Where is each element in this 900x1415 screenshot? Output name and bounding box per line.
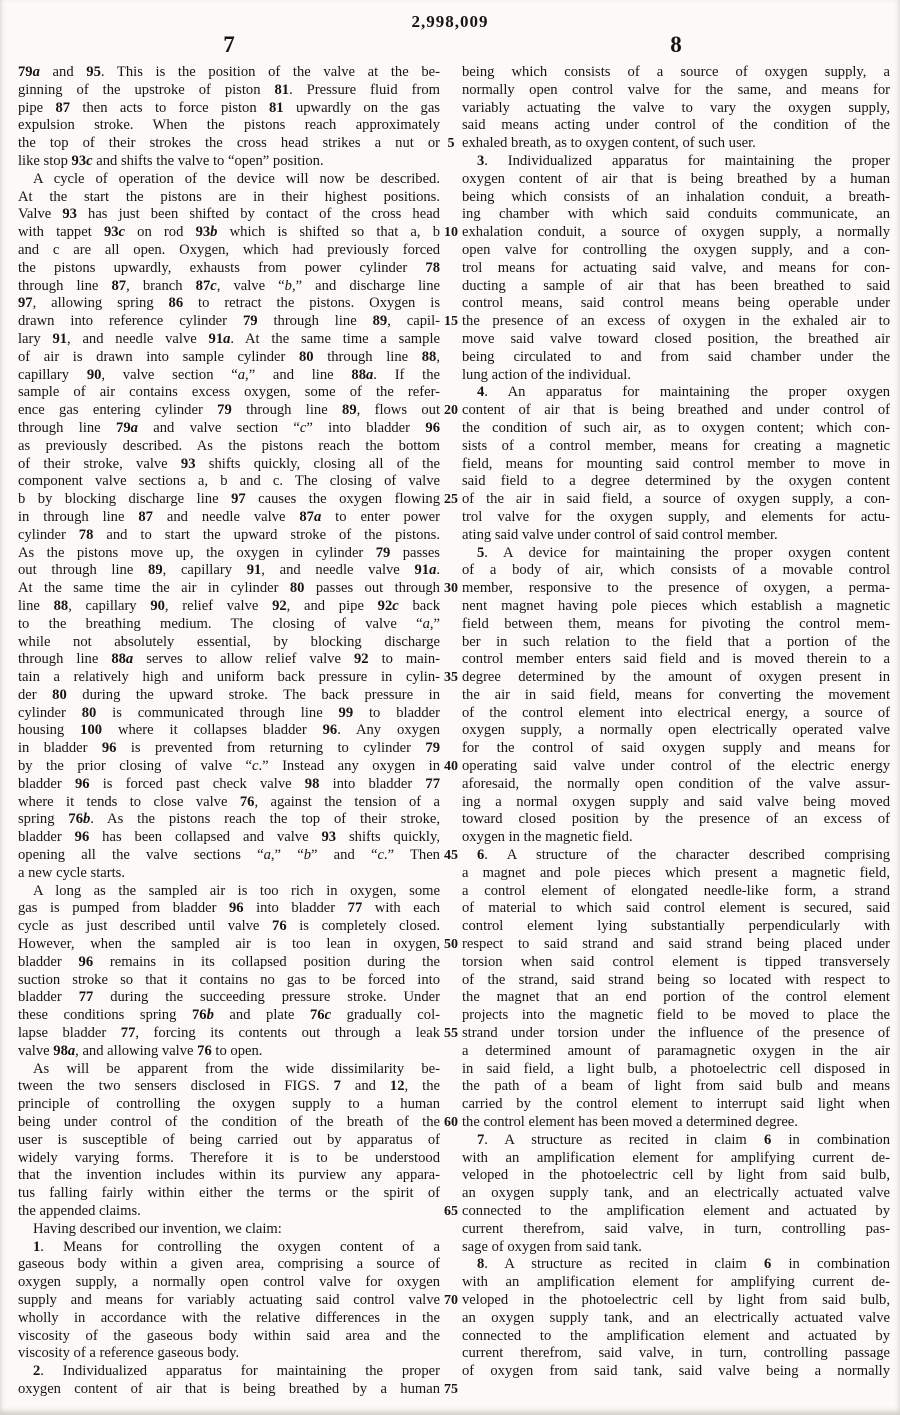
right-column [462,64,890,1399]
text-line: torsion when said control element is tipped transversely [462,953,890,970]
text-line: bladder 77 during the succeeding pressure stroke. Under [18,989,440,1006]
text-line: an oxygen supply tank, and an electrically actuated valve [462,1309,890,1326]
text-line: tain a relatively high and uniform back pressure in cylin- [18,669,440,686]
text-line: through line 79a and valve section “c” into bladder 96 [18,419,440,436]
text-line: an oxygen supply tank, and an electrically actuated valve [462,1185,890,1202]
text-line: of oxygen from said tank, said valve being a normally [462,1363,890,1380]
text-line: user is susceptible of being carried out by apparatus of [18,1131,440,1148]
line-number: 65 [444,1204,458,1220]
line-number: 75 [444,1382,458,1398]
text-line: 97, allowing spring 86 to retract the pistons. Oxygen is [18,295,440,312]
text-line: the pistons upwardly, exhausts from power cylinder 78 [18,259,440,276]
line-number: 35 [444,670,458,686]
text-line: through line 87, branch 87c, valve “b,” and discharge line [18,277,440,294]
text-line: respect to said strand and said strand being placed under [462,936,890,953]
text-line: cycle as just described until valve 76 is completely closed. [18,918,440,935]
text-line: A cycle of operation of the device will now be described. [33,170,440,187]
text-line: expulsion stroke. When the pistons reach approximately [18,117,440,134]
text-line: the top of their strokes the cross head strikes a nut or [18,135,440,152]
text-line: supply and means for variably actuating said control valve [18,1291,440,1308]
text-line: bladder 96 is forced past check valve 98 into bladder 77 [18,775,440,792]
text-line: where it tends to close valve 76, against the tension of a [18,793,440,810]
text-line: being circulated to and from said chamber under the [462,348,890,365]
text-line: in bladder 96 is prevented from returning to cylinder 79 [18,740,440,757]
column-number-left: 7 [223,32,235,57]
text-line: connected to the amplification element and actuated by [462,1327,890,1344]
text-line: 79a and 95. This is the position of the valve at the be- [18,64,440,80]
text-line: nent magnet having pole pieces which establish a magnetic [462,597,890,614]
text-line: principle of controlling the oxygen supply to a human [18,1096,440,1113]
text-line: out through line 89, capillary 91, and needle valve 91a. [18,562,440,579]
text-line: 4. An apparatus for maintaining the proper oxygen [477,384,890,401]
text-line: degree determined by the amount of oxygen present in [462,669,890,686]
text-line: bladder 96 remains in its collapsed position during the [18,953,440,970]
text-line: of a body of air, which consists of a movable control [462,562,890,579]
text-line: the control element has been moved a determined degree. [462,1114,798,1131]
line-number: 60 [444,1115,458,1131]
text-line: member, responsive to the presence of oxygen, a perma- [462,580,890,597]
text-line: the air in said field, means for converting the movement [462,686,890,703]
text-line: oxygen supply, a normally open control valve for oxygen [18,1274,440,1291]
text-line: trol means for actuating said valve, and means for con- [462,259,890,276]
text-columns [0,64,900,1399]
text-line: Valve 93 has just been shifted by contact of the cross head [18,206,440,223]
text-line: of material to which said control element is secured, said [462,900,890,917]
text-line: pipe 87 then acts to force piston 81 upwardly on the gas [18,99,440,116]
text-line: said field to a degree determined by the oxygen content [462,473,890,490]
line-number: 15 [444,314,458,330]
text-line: open valve for controlling the oxygen supply, and a con- [462,241,890,258]
text-line: oxygen supply, a normally open electrically operated valve [462,722,890,739]
text-line: in through line 87 and needle valve 87a to enter power [18,508,440,525]
text-line: of the strand, said strand being so located with respect to [462,971,890,988]
text-line: current therefrom, said valve, in turn, controlling passage [462,1345,890,1362]
text-line: a magnet and pole pieces which present a magnetic field, [462,864,890,881]
text-line: cylinder 80 is communicated through line 99 to bladder [18,704,440,721]
text-line: ating said valve under control of said control member. [462,526,778,543]
text-line: component valve sections a, b and c. The closing of valve [18,473,440,490]
text-line: the condition of such air, as to oxygen content; which con- [462,419,890,436]
text-line: gaseous body within a given area, comprising a source of [18,1256,440,1273]
text-line: 2. Individualized apparatus for maintaining the proper [33,1363,440,1380]
text-line: these conditions spring 76b and plate 76c gradually col- [18,1007,440,1024]
text-line: veloped in the photoelectric cell by light from said bulb, [462,1167,890,1184]
text-line: opening all the valve sections “a,” “b” and “c.” Then [18,847,440,864]
text-line: trol valve for the oxygen supply, and elements for actu- [462,508,890,525]
text-line: sage of oxygen from said tank. [462,1238,642,1255]
text-line: with tappet 93c on rod 93b which is shifted so that a, b [18,224,440,241]
text-line: with an amplification element for amplifying current de- [462,1274,890,1291]
text-line: However, when the sampled air is too lean in oxygen, [18,936,440,953]
text-line: valve 98a, and allowing valve 76 to open. [18,1042,263,1059]
text-line: 3. Individualized apparatus for maintaining the proper [477,152,890,169]
text-line: exhalation conduit, a source of oxygen supply, a normally [462,224,890,241]
text-line: by the prior closing of valve “c.” Instead any oxygen in [18,758,440,775]
text-line: to the breathing medium. The closing of valve “a,” [18,615,440,632]
text-line: ence gas entering cylinder 79 through line 89, flows out [18,402,440,419]
line-number: 30 [444,581,458,597]
text-line: lapse bladder 77, forcing its contents out through a leak [18,1025,440,1042]
text-line: ber in such relation to the field that a portion of the [462,633,890,650]
text-line: sample of air contains excess oxygen, some of the refer- [18,384,440,401]
text-line: the path of a beam of light from said bulb and means [462,1078,890,1095]
text-line: of the control element into electrical energy, a source of [462,704,890,721]
text-line: control element lying substantially perpendicularly with [462,918,890,935]
text-line: move said valve toward closed position, the breathed air [462,330,890,347]
line-number: 5 [447,136,455,152]
text-line: normally open control valve for the same, and means for [462,81,890,98]
text-line: cylinder 78 and to start the upward stroke of the pistons. [18,526,440,543]
text-line: A long as the sampled air is too rich in oxygen, some [33,882,440,899]
text-line: in said field, a light bulb, a photoelectric cell disposed in [462,1060,890,1077]
text-line: a new cycle starts. [18,864,125,881]
text-line: oxygen in the magnetic field. [462,829,633,846]
text-line: widely varying forms. Therefore it is to be understood [18,1149,440,1166]
text-line: As the pistons move up, the oxygen in cylinder 79 passes [18,544,440,561]
text-line: of air is drawn into sample cylinder 80 through line 88, [18,348,440,365]
text-line: toward closed position by the presence of an excess of [462,811,890,828]
text-line: 8. A structure as recited in claim 6 in combination [477,1256,890,1273]
text-line: viscosity of a reference gaseous body. [18,1345,240,1362]
text-line: that the invention includes within its purview any appara- [18,1167,440,1184]
text-line: capillary 90, valve section “a,” and line 88a. If the [18,366,440,383]
text-line: carried by the control element to interrupt said light when [462,1096,890,1113]
text-line: viscosity of the gaseous body within said area and the [18,1327,440,1344]
text-line: connected to the amplification element and actuated by [462,1203,890,1219]
left-column [18,64,440,1399]
text-line: lary 91, and needle valve 91a. At the same time a sample [18,330,440,347]
text-line: being under control of the condition of the breath of the [18,1114,440,1131]
text-line: ing a normal oxygen supply and said valve being moved [462,793,890,810]
text-line: through line 88a serves to allow relief valve 92 to main- [18,651,440,668]
text-line: oxygen content of air that is being breathed by a human [462,170,890,187]
text-line: variably actuating the valve to vary the oxygen supply, [462,99,890,116]
text-line: of their stroke, valve 93 shifts quickly, closing all of the [18,455,440,472]
text-line: ginning of the upstroke of piston 81. Pressure fluid from [18,81,440,98]
text-line: der 80 during the upward stroke. The back pressure in [18,686,440,703]
text-line: for the control of said oxygen supply and means for [462,740,890,757]
text-line: of the air in said field, a source of oxygen supply, a con- [462,491,890,508]
text-line: with an amplification element for amplifying current de- [462,1149,890,1166]
text-line: Having described our invention, we claim: [33,1220,282,1237]
line-number: 10 [444,225,458,241]
text-line: being which consists of an inhalation conduit, a breath- [462,188,890,205]
text-line: the presence of an excess of oxygen in the exhaled air to [462,313,890,330]
text-line: the magnet that an end portion of the control element [462,989,890,1006]
text-line: aforesaid, the normally open condition of the valve assur- [462,775,890,792]
line-number: 45 [444,848,458,864]
text-line: control member enters said field and is moved therein to a [462,651,890,668]
text-line: strand under torsion under the influence of the presence of [462,1025,890,1042]
line-number: 40 [444,759,458,775]
line-number: 55 [444,1026,458,1042]
column-headers [0,32,900,64]
text-line: tus falling fairly within either the terms or the spirit of [18,1185,440,1202]
text-line: the appended claims. [18,1203,141,1219]
text-line: 7. A structure as recited in claim 6 in combination [477,1131,890,1148]
text-line: as previously described. As the pistons reach the bottom [18,437,440,454]
text-line: control means, said control means being operable under [462,295,890,312]
text-line: veloped in the photoelectric cell by light from said bulb, [462,1291,890,1308]
text-line: field between them, means for pivoting the control mem- [462,615,890,632]
text-line: exhaled breath, as to oxygen content, of such user. [462,135,756,152]
text-line: being which consists of a source of oxygen supply, a [462,64,890,80]
text-line: field, means for mounting said control member to move in [462,455,890,472]
text-line: and c are all open. Oxygen, which had previously forced [18,241,440,258]
text-line: ing chamber with which said conduits communicate, an [462,206,890,223]
text-line: oxygen content of air that is being breathed by a human [18,1380,440,1397]
text-line: sists of a control member, means for creating a magnetic [462,437,890,454]
text-line: 1. Means for controlling the oxygen content of a [33,1238,440,1255]
text-line: bladder 96 has been collapsed and valve 93 shifts quickly, [18,829,440,846]
text-line: a determined amount of paramagnetic oxygen in the air [462,1042,890,1059]
text-line: At the same time the air in cylinder 80 passes out through [18,580,440,597]
text-line: b by blocking discharge line 97 causes the oxygen flowing [18,491,440,508]
text-line: At the start the pistons are in their highest positions. [18,188,440,205]
text-line: projects into the magnetic field to be moved to place the [462,1007,890,1024]
text-line: operating said valve under control of the electric energy [462,758,890,775]
text-line: current therefrom, said valve, in turn, controlling pas- [462,1220,890,1237]
patent-number: 2,998,009 [411,12,489,31]
text-line: 6. A structure of the character described comprising [477,847,890,864]
text-line: ducting a sample of air that has been breathed to said [462,277,890,294]
line-number: 25 [444,492,458,508]
text-line: a control element of elongated needle-like form, a strand [462,882,890,899]
text-line: gas is pumped from bladder 96 into bladder 77 with each [18,900,440,917]
text-line: said means acting under control of the condition of the [462,117,890,134]
text-line: like stop 93c and shifts the valve to “open” position. [18,152,324,169]
line-number-gutter [440,64,462,1399]
text-line: line 88, capillary 90, relief valve 92, and pipe 92c back [18,597,440,614]
text-line: housing 100 where it collapses bladder 96. Any oxygen [18,722,440,739]
text-line: 5. A device for maintaining the proper oxygen content [477,544,890,561]
column-number-right: 8 [670,32,682,57]
text-line: lung action of the individual. [462,366,632,383]
text-line: spring 76b. As the pistons reach the top of their stroke, [18,811,440,828]
text-line: wholly in accordance with the relative differences in the [18,1309,440,1326]
line-number: 50 [444,937,458,953]
line-number: 70 [444,1293,458,1309]
text-line: tween the two sensers disclosed in FIGS. 7 and 12, the [18,1078,440,1095]
line-number: 20 [444,403,458,419]
text-line: drawn into reference cylinder 79 through line 89, capil- [18,313,440,330]
text-line: content of air that is being breathed and under control of [462,402,890,419]
text-line: suction stroke so that it contains no gas to be forced into [18,971,440,988]
text-line: As will be apparent from the wide dissimilarity be- [33,1060,440,1077]
text-line: while not absolutely essential, by blocking discharge [18,633,440,650]
